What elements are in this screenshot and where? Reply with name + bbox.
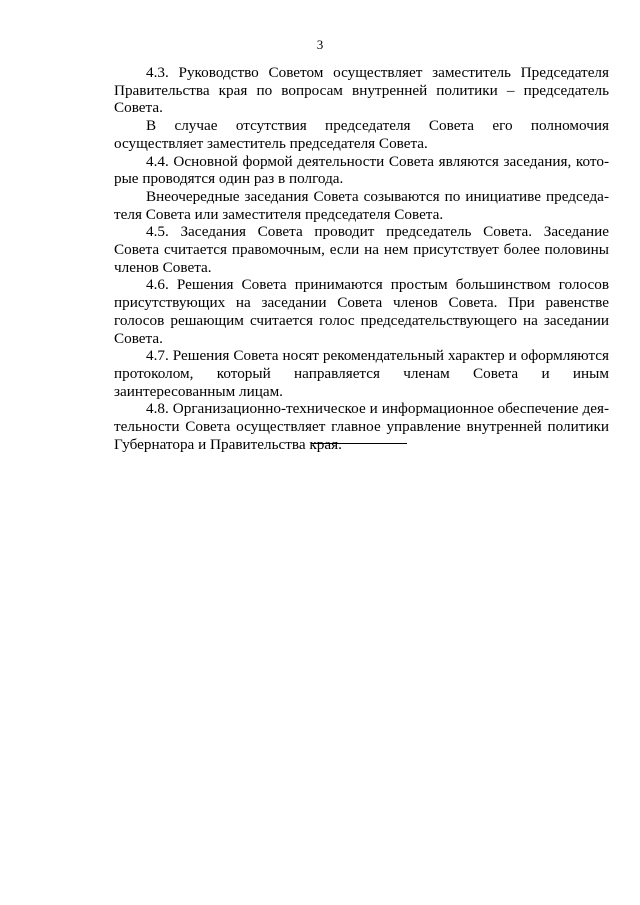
paragraph-4-4: 4.4. Основной формой деятельности Совета являются заседания, которые проводятся один раз в полгода. [114, 152, 609, 188]
paragraph-4-3: 4.3. Руководство Советом осуществляет заместитель Председателя Правительства края по вопросам внутренней политики – председатель Совета. [114, 64, 609, 117]
end-separator-line [311, 443, 407, 444]
paragraph-4-5: 4.5. Заседания Совета проводит председатель Совета. Заседание Совета считается правомочным, если на нем присутствует более половины членов Совета. [114, 223, 609, 276]
paragraph-4-6: 4.6. Решения Совета принимаются простым большинством голосов присутствующих на заседании Совета членов Совета. При равенстве голосов решающим считается голос председательствующего на заседании Совета. [114, 276, 609, 347]
paragraph-4-4-extraordinary: Внеочередные заседания Совета созываются по инициативе председателя Совета или заместителя председателя Совета. [114, 187, 609, 223]
paragraph-4-3-substitute: В случае отсутствия председателя Совета его полномочия осуществляет заместитель председателя Совета. [114, 117, 609, 152]
paragraph-4-8: 4.8. Организационно-техническое и информационное обеспечение деятельности Совета осуществляет главное управление внутренней политики Губернатора и Правительства края. [114, 400, 609, 453]
page-number: 3 [316, 37, 324, 52]
paragraph-4-7: 4.7. Решения Совета носят рекомендательный характер и оформляются протоколом, который направляется членам Совета и иным заинтересованным лицам. [114, 347, 609, 400]
document-body [114, 64, 609, 453]
